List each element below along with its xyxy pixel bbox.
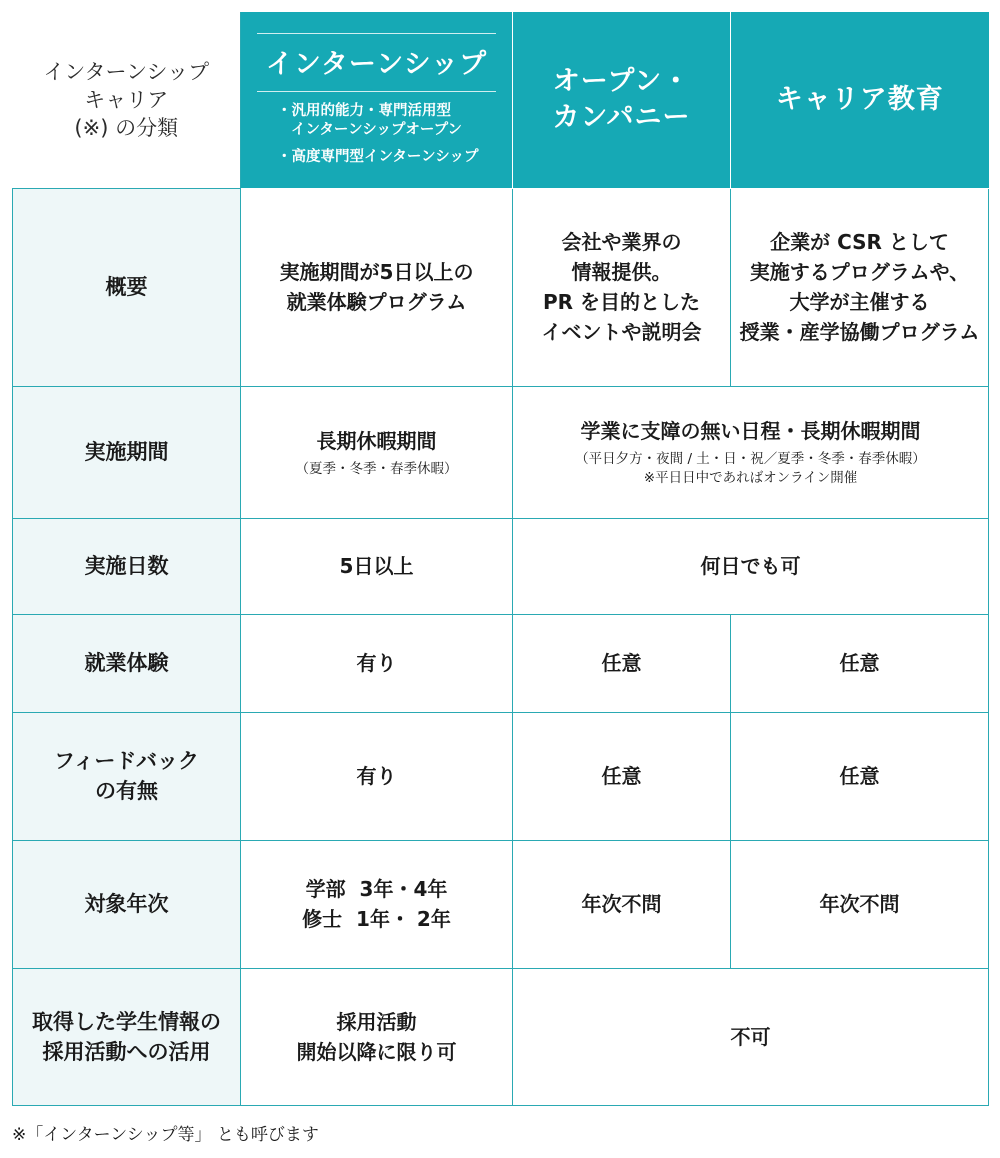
footnote: ※「インターンシップ等」 とも呼びます [12,1125,319,1145]
classification-table [12,12,989,1106]
corner-line-3: (※) の分類 [74,115,179,140]
target-career: 年次不問 [731,840,989,968]
overview-open-company [513,188,731,386]
feedback-label-line-2: の有無 [95,779,158,803]
use-internship-line-2: 開始以降に限り可 [296,1039,457,1064]
overview-career [731,188,989,386]
classification-table-container [12,12,988,1106]
internship-type-1: ・汎用的能力・専門活用型 [277,102,451,119]
row-label-student-info-use [13,968,241,1105]
feedback-career: 任意 [731,712,989,840]
use-internship-line-1: 採用活動 [336,1009,417,1034]
feedback-label-line-1: フィードバック [54,749,199,773]
corner-line-2: キャリア [84,87,169,112]
period-other-note-2: ※平日日中であればオンライン開催 [643,470,858,486]
feedback-open-company: 任意 [513,712,731,840]
overview-internship [241,188,513,386]
period-other-note-1: （平日夕方・夜間 / 土・日・祝／夏季・冬季・春季休暇） [575,451,926,467]
days-internship: 5日以上 [241,518,513,614]
period-internship-main: 長期休暇期間 [316,428,437,453]
header-career-education [731,12,989,188]
row-label-work-experience: 就業体験 [13,614,241,712]
target-open-company: 年次不問 [513,840,731,968]
overview-open-line-3: PR を目的とした [542,290,701,314]
days-other: 何日でも可 [513,518,989,614]
internship-type-1b: インターンシップオープン [291,121,463,138]
overview-career-line-3: 大学が主催する [789,290,930,314]
use-other: 不可 [513,968,989,1105]
corner-label [13,12,241,188]
overview-career-line-1: 企業が CSR として [770,230,949,254]
use-label-line-2: 採用活動への活用 [42,1039,211,1064]
work-career: 任意 [731,614,989,712]
row-label-overview: 概要 [13,188,241,386]
row-target-year [13,840,989,968]
internship-type-2: ・高度専門型インターンシップ [277,148,479,165]
corner-line-1: インターンシップ [43,59,210,84]
period-other-main: 学業に支障の無い日程・長期休暇期間 [580,419,921,443]
header-internship [241,12,513,188]
open-company-line-2: カンパニー [552,101,691,133]
overview-career-line-4: 授業・産学協働プログラム [739,320,980,344]
internship-title: インターンシップ [257,33,496,92]
row-label-target-year: 対象年次 [13,840,241,968]
overview-open-line-2: 情報提供。 [571,260,672,284]
work-internship: 有り [241,614,513,712]
target-internship-line-2: 修士 1年・ 2年 [302,907,451,931]
internship-types [247,102,506,167]
row-days [13,518,989,614]
row-label-days: 実施日数 [13,518,241,614]
row-work-experience [13,614,989,712]
overview-open-line-4: イベントや説明会 [541,320,702,344]
use-label-line-1: 取得した学生情報の [32,1009,221,1034]
row-student-info-use [13,968,989,1105]
row-feedback [13,712,989,840]
open-company-line-1: オープン・ [552,65,691,97]
header-open-company [513,12,731,188]
row-period [13,386,989,518]
row-label-period: 実施期間 [13,386,241,518]
row-label-feedback [13,712,241,840]
period-internship-note: （夏季・冬季・春季休暇） [295,460,458,477]
target-internship-line-1: 学部 3年・4年 [305,877,448,901]
period-internship [241,386,513,518]
overview-career-line-2: 実施するプログラムや、 [749,260,970,284]
overview-open-line-1: 会社や業界の [561,230,682,254]
target-internship [241,840,513,968]
career-education-title: キャリア教育 [775,83,944,115]
overview-internship-line-1: 実施期間が5日以上の [279,260,474,284]
use-internship [241,968,513,1105]
work-open-company: 任意 [513,614,731,712]
header-row [13,12,989,188]
overview-internship-line-2: 就業体験プログラム [286,290,467,314]
feedback-internship: 有り [241,712,513,840]
row-overview [13,188,989,386]
period-other [513,386,989,518]
